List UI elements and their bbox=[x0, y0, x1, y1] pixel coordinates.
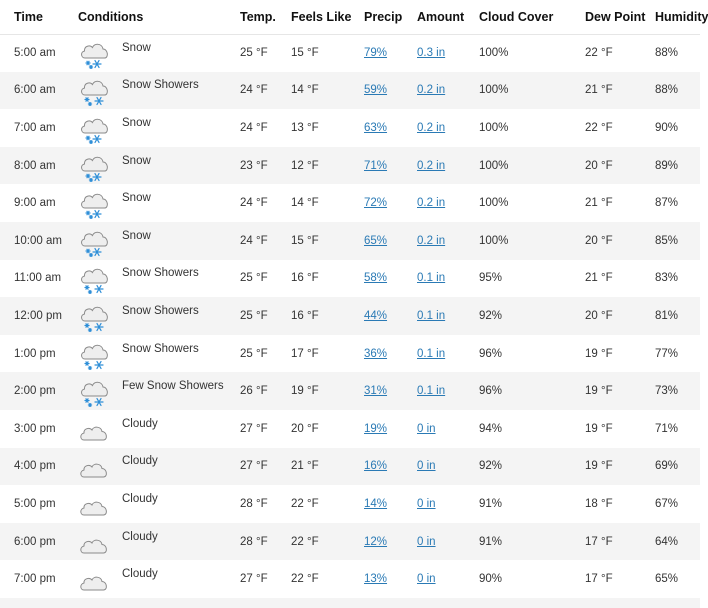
cloud-cover-cell: 96% bbox=[479, 347, 503, 360]
temp-cell: 25 °F bbox=[240, 47, 268, 60]
precip-link[interactable]: 19% bbox=[364, 422, 388, 435]
dew-point-cell: 21 °F bbox=[585, 84, 613, 97]
dew-point-cell: 21 °F bbox=[585, 197, 613, 210]
table-row bbox=[0, 72, 700, 110]
temp-cell: 24 °F bbox=[240, 84, 268, 97]
humidity-cell: 83% bbox=[655, 272, 679, 285]
amount-cell bbox=[417, 560, 479, 598]
dew-point-cell: 18 °F bbox=[585, 497, 613, 510]
cloud-cover-cell: 100% bbox=[479, 47, 509, 60]
header-temp: Temp. bbox=[240, 0, 291, 34]
precip-link[interactable]: 65% bbox=[364, 234, 388, 247]
cloud-cover-cell: 100% bbox=[479, 84, 509, 97]
humidity-cell: 88% bbox=[655, 84, 679, 97]
conditions-label: Cloudy bbox=[122, 417, 158, 430]
amount-link[interactable]: 0 in bbox=[417, 535, 436, 548]
header-amount: Amount bbox=[417, 0, 479, 34]
temp-cell: 25 °F bbox=[240, 309, 268, 322]
precip-cell bbox=[364, 34, 417, 72]
humidity-cell: 85% bbox=[655, 234, 679, 247]
conditions-label: Cloudy bbox=[122, 530, 158, 543]
amount-link[interactable]: 0.1 in bbox=[417, 272, 446, 285]
amount-cell bbox=[417, 448, 479, 486]
temp-cell: 23 °F bbox=[240, 159, 268, 172]
dew-point-cell: 17 °F bbox=[585, 535, 613, 548]
conditions-cell bbox=[78, 147, 240, 185]
amount-cell bbox=[417, 410, 479, 448]
amount-cell bbox=[417, 147, 479, 185]
dew-point-cell: 19 °F bbox=[585, 422, 613, 435]
amount-link[interactable]: 0.3 in bbox=[417, 47, 446, 60]
time-cell: 2:00 pm bbox=[14, 385, 56, 398]
feels-like-cell: 16 °F bbox=[291, 309, 319, 322]
table-row bbox=[0, 34, 700, 72]
time-cell: 8:00 am bbox=[14, 159, 56, 172]
snow-showers-icon bbox=[78, 261, 112, 295]
amount-link[interactable]: 0 in bbox=[417, 497, 436, 510]
time-cell: 11:00 am bbox=[14, 272, 62, 285]
precip-cell bbox=[364, 109, 417, 147]
temp-cell: 27 °F bbox=[240, 422, 268, 435]
header-conditions: Conditions bbox=[78, 0, 240, 34]
conditions-cell bbox=[78, 260, 240, 298]
time-cell: 12:00 pm bbox=[14, 309, 62, 322]
temp-cell: 28 °F bbox=[240, 535, 268, 548]
cloud-cover-cell: 96% bbox=[479, 385, 503, 398]
temp-cell: 27 °F bbox=[240, 460, 268, 473]
header-feels-like: Feels Like bbox=[291, 0, 364, 34]
amount-link[interactable]: 0.2 in bbox=[417, 121, 446, 134]
table-row bbox=[0, 560, 700, 598]
snow-showers-icon bbox=[78, 299, 112, 333]
cloudy-icon bbox=[78, 562, 112, 596]
conditions-cell bbox=[78, 523, 240, 561]
header-dew-point: Dew Point bbox=[585, 0, 655, 34]
table-row bbox=[0, 523, 700, 561]
table-row bbox=[0, 335, 700, 373]
partial-row-cell bbox=[0, 598, 700, 608]
conditions-cell bbox=[78, 372, 240, 410]
conditions-label: Cloudy bbox=[122, 455, 158, 468]
conditions-label: Cloudy bbox=[122, 492, 158, 505]
amount-link[interactable]: 0.2 in bbox=[417, 197, 446, 210]
amount-cell bbox=[417, 523, 479, 561]
cloudy-icon bbox=[78, 412, 112, 446]
time-cell: 1:00 pm bbox=[14, 347, 56, 360]
conditions-cell bbox=[78, 297, 240, 335]
amount-cell bbox=[417, 184, 479, 222]
precip-cell bbox=[364, 448, 417, 486]
precip-cell bbox=[364, 335, 417, 373]
humidity-cell: 88% bbox=[655, 47, 679, 60]
feels-like-cell: 17 °F bbox=[291, 347, 319, 360]
humidity-cell: 73% bbox=[655, 385, 679, 398]
snow-icon bbox=[78, 186, 112, 220]
dew-point-cell: 20 °F bbox=[585, 309, 613, 322]
humidity-cell: 77% bbox=[655, 347, 679, 360]
conditions-cell bbox=[78, 410, 240, 448]
cloud-cover-cell: 91% bbox=[479, 497, 503, 510]
table-row bbox=[0, 109, 700, 147]
time-cell: 7:00 am bbox=[14, 121, 56, 134]
dew-point-cell: 19 °F bbox=[585, 460, 613, 473]
cloud-cover-cell: 91% bbox=[479, 535, 503, 548]
conditions-cell bbox=[78, 560, 240, 598]
table-row-partial bbox=[0, 598, 700, 608]
cloudy-icon bbox=[78, 449, 112, 483]
header-humidity: Humidity bbox=[655, 0, 700, 34]
amount-cell bbox=[417, 260, 479, 298]
conditions-label: Snow bbox=[122, 229, 151, 242]
cloud-cover-cell: 92% bbox=[479, 460, 503, 473]
feels-like-cell: 22 °F bbox=[291, 497, 319, 510]
conditions-cell bbox=[78, 109, 240, 147]
snow-icon bbox=[78, 111, 112, 145]
table-row bbox=[0, 222, 700, 260]
precip-link[interactable]: 12% bbox=[364, 535, 388, 548]
table-row bbox=[0, 147, 700, 185]
feels-like-cell: 22 °F bbox=[291, 573, 319, 586]
conditions-cell bbox=[78, 222, 240, 260]
header-cloud-cover: Cloud Cover bbox=[479, 0, 585, 34]
time-cell: 7:00 pm bbox=[14, 573, 56, 586]
cloud-cover-cell: 100% bbox=[479, 197, 509, 210]
precip-cell bbox=[364, 297, 417, 335]
amount-cell bbox=[417, 372, 479, 410]
table-row bbox=[0, 297, 700, 335]
dew-point-cell: 22 °F bbox=[585, 121, 613, 134]
amount-link[interactable]: 0.2 in bbox=[417, 159, 446, 172]
table-row bbox=[0, 410, 700, 448]
precip-cell bbox=[364, 372, 417, 410]
amount-link[interactable]: 0.2 in bbox=[417, 234, 446, 247]
humidity-cell: 87% bbox=[655, 197, 679, 210]
conditions-cell bbox=[78, 485, 240, 523]
conditions-cell bbox=[78, 448, 240, 486]
feels-like-cell: 12 °F bbox=[291, 159, 319, 172]
humidity-cell: 89% bbox=[655, 159, 679, 172]
feels-like-cell: 16 °F bbox=[291, 272, 319, 285]
temp-cell: 26 °F bbox=[240, 385, 268, 398]
precip-link[interactable]: 63% bbox=[364, 121, 388, 134]
conditions-label: Snow Showers bbox=[122, 304, 199, 317]
table-row bbox=[0, 260, 700, 298]
precip-cell bbox=[364, 485, 417, 523]
conditions-label: Snow Showers bbox=[122, 267, 199, 280]
time-cell: 3:00 pm bbox=[14, 422, 56, 435]
dew-point-cell: 20 °F bbox=[585, 159, 613, 172]
dew-point-cell: 20 °F bbox=[585, 234, 613, 247]
amount-link[interactable]: 0.1 in bbox=[417, 347, 446, 360]
temp-cell: 24 °F bbox=[240, 121, 268, 134]
amount-link[interactable]: 0.1 in bbox=[417, 385, 446, 398]
dew-point-cell: 17 °F bbox=[585, 573, 613, 586]
dew-point-cell: 21 °F bbox=[585, 272, 613, 285]
amount-cell bbox=[417, 297, 479, 335]
cloud-cover-cell: 95% bbox=[479, 272, 503, 285]
table-row bbox=[0, 485, 700, 523]
feels-like-cell: 20 °F bbox=[291, 422, 319, 435]
feels-like-cell: 15 °F bbox=[291, 234, 319, 247]
feels-like-cell: 22 °F bbox=[291, 535, 319, 548]
conditions-label: Snow Showers bbox=[122, 79, 199, 92]
precip-link[interactable]: 59% bbox=[364, 84, 388, 97]
conditions-label: Few Snow Showers bbox=[122, 380, 224, 393]
dew-point-cell: 19 °F bbox=[585, 385, 613, 398]
amount-cell bbox=[417, 34, 479, 72]
cloud-cover-cell: 100% bbox=[479, 159, 509, 172]
temp-cell: 27 °F bbox=[240, 573, 268, 586]
amount-link[interactable]: 0.2 in bbox=[417, 84, 446, 97]
temp-cell: 24 °F bbox=[240, 234, 268, 247]
amount-cell bbox=[417, 335, 479, 373]
snow-icon bbox=[78, 36, 112, 70]
cloudy-icon bbox=[78, 487, 112, 521]
snow-showers-icon bbox=[78, 374, 112, 408]
precip-link[interactable]: 79% bbox=[364, 47, 388, 60]
precip-cell bbox=[364, 72, 417, 110]
feels-like-cell: 14 °F bbox=[291, 84, 319, 97]
feels-like-cell: 14 °F bbox=[291, 197, 319, 210]
feels-like-cell: 21 °F bbox=[291, 460, 319, 473]
precip-link[interactable]: 71% bbox=[364, 159, 388, 172]
precip-link[interactable]: 16% bbox=[364, 460, 388, 473]
temp-cell: 25 °F bbox=[240, 347, 268, 360]
conditions-label: Snow bbox=[122, 116, 151, 129]
humidity-cell: 67% bbox=[655, 497, 679, 510]
precip-link[interactable]: 58% bbox=[364, 272, 388, 285]
temp-cell: 24 °F bbox=[240, 197, 268, 210]
amount-cell bbox=[417, 222, 479, 260]
precip-link[interactable]: 31% bbox=[364, 385, 388, 398]
conditions-cell bbox=[78, 34, 240, 72]
time-cell: 4:00 pm bbox=[14, 460, 56, 473]
table-row bbox=[0, 448, 700, 486]
humidity-cell: 71% bbox=[655, 422, 679, 435]
feels-like-cell: 19 °F bbox=[291, 385, 319, 398]
cloud-cover-cell: 92% bbox=[479, 309, 503, 322]
dew-point-cell: 22 °F bbox=[585, 47, 613, 60]
humidity-cell: 90% bbox=[655, 121, 679, 134]
precip-cell bbox=[364, 260, 417, 298]
amount-link[interactable]: 0 in bbox=[417, 422, 436, 435]
amount-link[interactable]: 0 in bbox=[417, 573, 436, 586]
conditions-cell bbox=[78, 72, 240, 110]
time-cell: 6:00 pm bbox=[14, 535, 56, 548]
amount-link[interactable]: 0 in bbox=[417, 460, 436, 473]
precip-cell bbox=[364, 147, 417, 185]
humidity-cell: 69% bbox=[655, 460, 679, 473]
temp-cell: 25 °F bbox=[240, 272, 268, 285]
precip-link[interactable]: 13% bbox=[364, 573, 388, 586]
conditions-label: Snow bbox=[122, 192, 151, 205]
cloud-cover-cell: 90% bbox=[479, 573, 503, 586]
feels-like-cell: 15 °F bbox=[291, 47, 319, 60]
humidity-cell: 81% bbox=[655, 309, 679, 322]
precip-link[interactable]: 36% bbox=[364, 347, 388, 360]
precip-cell bbox=[364, 410, 417, 448]
time-cell: 10:00 am bbox=[14, 234, 62, 247]
precip-cell bbox=[364, 523, 417, 561]
snow-icon bbox=[78, 224, 112, 258]
cloud-cover-cell: 100% bbox=[479, 121, 509, 134]
precip-link[interactable]: 72% bbox=[364, 197, 388, 210]
snow-showers-icon bbox=[78, 337, 112, 371]
snow-showers-icon bbox=[78, 73, 112, 107]
dew-point-cell: 19 °F bbox=[585, 347, 613, 360]
feels-like-cell: 13 °F bbox=[291, 121, 319, 134]
precip-cell bbox=[364, 560, 417, 598]
conditions-label: Snow bbox=[122, 42, 151, 55]
snow-icon bbox=[78, 149, 112, 183]
amount-link[interactable]: 0.1 in bbox=[417, 309, 446, 322]
time-cell: 5:00 pm bbox=[14, 497, 56, 510]
table-row bbox=[0, 184, 700, 222]
table-row bbox=[0, 372, 700, 410]
cloud-cover-cell: 94% bbox=[479, 422, 503, 435]
conditions-label: Snow bbox=[122, 154, 151, 167]
precip-cell bbox=[364, 222, 417, 260]
time-cell: 6:00 am bbox=[14, 84, 56, 97]
humidity-cell: 65% bbox=[655, 573, 679, 586]
time-cell: 9:00 am bbox=[14, 197, 56, 210]
precip-cell bbox=[364, 184, 417, 222]
cloudy-icon bbox=[78, 525, 112, 559]
precip-link[interactable]: 44% bbox=[364, 309, 388, 322]
humidity-cell: 64% bbox=[655, 535, 679, 548]
conditions-label: Snow Showers bbox=[122, 342, 199, 355]
cloud-cover-cell: 100% bbox=[479, 234, 509, 247]
header-time: Time bbox=[0, 0, 78, 34]
time-cell: 5:00 am bbox=[14, 47, 56, 60]
conditions-cell bbox=[78, 335, 240, 373]
amount-cell bbox=[417, 72, 479, 110]
amount-cell bbox=[417, 109, 479, 147]
temp-cell: 28 °F bbox=[240, 497, 268, 510]
header-precip: Precip bbox=[364, 0, 417, 34]
conditions-label: Cloudy bbox=[122, 568, 158, 581]
amount-cell bbox=[417, 485, 479, 523]
precip-link[interactable]: 14% bbox=[364, 497, 388, 510]
conditions-cell bbox=[78, 184, 240, 222]
table-header-row bbox=[0, 0, 700, 34]
